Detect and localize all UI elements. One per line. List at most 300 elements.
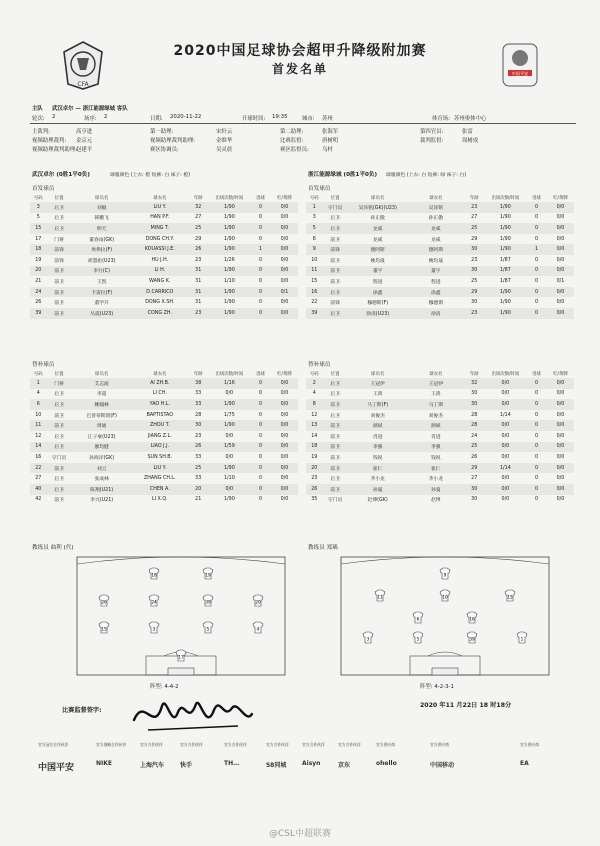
shirt-number: 10 <box>442 594 448 600</box>
table-cell: 32 <box>464 378 485 389</box>
column-header: 红/黄牌 <box>553 196 568 201</box>
column-header: 球衣名 <box>429 372 443 377</box>
table-cell: 4 <box>36 391 40 397</box>
table-cell: 0 <box>250 442 271 453</box>
table-cell: 30 <box>464 244 485 255</box>
table-cell: 1 <box>250 244 271 255</box>
table-cell: 39 <box>30 308 47 319</box>
away-starters-table <box>306 194 574 319</box>
officials-block: 主裁判: 高亨进 第一助理: 宋轩云 第二助理: 张海军 第四官员: 张雷 视频助理裁判: 金京元 视频助理裁判助理: 金维华 比赛监督: 唐树明 裁判监督: 周树成 视频助理裁判助理: 赵建平 赛区协调员: 吴灵晨 赛区监督员: 乌村 <box>32 129 479 153</box>
table-cell: 前卫 <box>323 442 348 453</box>
table-cell: 0 <box>535 454 539 460</box>
table-row <box>306 266 574 277</box>
table-cell: 28 <box>464 420 485 431</box>
table-cell: CHEN A. <box>132 484 188 495</box>
table-cell: D.CARRICO <box>132 287 188 298</box>
table-cell: 1/90 <box>499 236 511 242</box>
player-shirt-icon <box>203 568 213 579</box>
column-header: 球衣名 <box>429 196 443 201</box>
table-row <box>30 378 298 389</box>
away-formation: 阵型: 4-2-3-1 <box>420 684 454 690</box>
table-row <box>30 255 298 266</box>
table-cell: 21 <box>35 278 42 284</box>
shirt-number: 16 <box>469 616 475 622</box>
table-header <box>30 370 298 378</box>
table-cell: 40 <box>30 484 47 495</box>
table-cell: 0/0 <box>271 442 298 453</box>
table-cell: 吴泽铭 <box>408 202 464 213</box>
player-shirt-icon <box>99 595 109 606</box>
away-starters-label: 首发球员 <box>308 186 331 192</box>
shirt-number: 17 <box>178 654 184 660</box>
table-cell: 0/0 <box>556 454 565 460</box>
table-cell: 5 <box>306 223 323 234</box>
table-cell: 守门员 <box>51 455 67 461</box>
table-cell: 1 <box>526 244 547 255</box>
table-cell: 0/0 <box>271 420 298 431</box>
table-cell: 30 <box>471 391 478 397</box>
column-header: 球衣名 <box>153 196 167 201</box>
table-cell: 32 <box>188 202 209 213</box>
table-cell: 后卫 <box>330 216 340 222</box>
table-cell: CONG ZH. <box>132 308 188 319</box>
home-starters-table <box>30 194 298 319</box>
table-cell: 25 <box>464 223 485 234</box>
table-cell: 0/0 <box>280 497 289 503</box>
table-cell: 胡慧彪(U23) <box>87 258 116 264</box>
table-cell: 0 <box>259 476 263 482</box>
table-row <box>306 399 574 410</box>
table-cell: 孙海洋(GK) <box>89 455 115 461</box>
page-title: 2020中国足球协会超甲升降级附加赛 <box>173 43 427 59</box>
table-cell: 26 <box>35 300 42 306</box>
away-team-title: 浙江能源绿城 (0胜1平0负) <box>308 172 378 178</box>
table-cell: 0/0 <box>547 420 574 431</box>
table-cell: 0/1 <box>271 287 298 298</box>
table-cell: 前卫 <box>47 266 72 277</box>
page-subtitle: 首发名单 <box>271 62 328 76</box>
table-cell: 0 <box>250 223 271 234</box>
table-row <box>306 378 574 389</box>
table-cell: 卡雷拉(F) <box>72 287 132 298</box>
table-row <box>306 431 574 442</box>
sponsor-logo: Aisyn <box>302 760 321 767</box>
csl-logo-text: 中国平安 <box>511 71 529 76</box>
column-header: 进球 <box>256 372 265 377</box>
table-cell: 0/0 <box>271 308 298 319</box>
table-cell: 31 <box>195 300 202 306</box>
table-cell: 11 <box>306 266 323 277</box>
table-cell: 董宇 <box>348 266 408 277</box>
table-cell: 0/0 <box>271 378 298 389</box>
table-cell: 0/0 <box>485 378 527 389</box>
teams-line <box>32 104 572 112</box>
table-cell: 孙曼 <box>348 484 408 495</box>
table-cell: 35 <box>311 497 318 503</box>
table-cell: 0 <box>250 399 271 410</box>
table-cell: 前卫 <box>47 308 72 319</box>
table-row <box>30 276 298 287</box>
table-cell: 前卫 <box>54 301 64 307</box>
cfa-emblem-text: CFA <box>77 81 89 88</box>
table-cell: SUN SH.B. <box>147 454 173 460</box>
table-cell: 埃弗拉(F) <box>72 244 132 255</box>
home-formation-pitch <box>76 556 286 676</box>
table-cell: LIAO J.J. <box>132 442 188 453</box>
home-kit: 球服颜色 (上衣: 橙 短裤: 白 袜子: 橙) <box>110 173 191 178</box>
table-cell: 39 <box>306 308 323 319</box>
table-cell: 6 <box>312 236 316 242</box>
table-cell: 后卫 <box>54 216 64 222</box>
table-cell: 21 <box>195 497 202 503</box>
table-cell: 0/0 <box>547 463 574 474</box>
table-cell: 后卫 <box>323 287 348 298</box>
table-cell: 13 <box>306 420 323 431</box>
table-cell: 赵博 <box>431 498 441 504</box>
table-cell: 程进 <box>372 279 383 285</box>
table-cell: 29 <box>195 236 202 242</box>
column-header: 年龄 <box>469 372 479 377</box>
table-row <box>30 463 298 474</box>
table-cell: 0 <box>526 442 547 453</box>
table-cell: 程进 <box>431 279 441 285</box>
table-row <box>30 389 298 400</box>
table-row <box>306 452 574 463</box>
table-row <box>306 473 574 484</box>
player-shirt-icon <box>413 632 423 643</box>
table-cell: 30 <box>464 266 485 277</box>
table-cell: 后卫 <box>47 442 72 453</box>
column-header: 出场次数/时间 <box>215 372 244 377</box>
table-cell: 25 <box>188 463 209 474</box>
table-row <box>30 452 298 463</box>
home-formation: 阵型: 4-4-2 <box>150 684 179 690</box>
shirt-number: 19 <box>205 572 211 578</box>
table-cell: 徐清 <box>408 308 464 319</box>
table-cell: 1/90 <box>209 223 251 234</box>
table-cell: 齐小龙 <box>428 477 443 483</box>
table-row <box>306 255 574 266</box>
table-cell: 李超 <box>96 392 107 398</box>
table-cell: 德阿斯 <box>408 244 464 255</box>
table-cell: 16 <box>35 454 42 460</box>
table-cell: 韩鹏飞 <box>94 216 109 222</box>
table-cell: 徐鑫 <box>408 287 464 298</box>
table-cell: 1/87 <box>499 257 511 263</box>
table-cell: 23 <box>464 308 485 319</box>
table-row <box>30 442 298 453</box>
table-cell: 守门员 <box>323 202 348 213</box>
table-cell: 0/0 <box>501 476 510 482</box>
teams-value: 武汉卓尔 — 浙江能源绿城 客队 <box>52 106 128 112</box>
table-cell: 齐小龙 <box>370 477 385 483</box>
table-cell: 前卫 <box>323 463 348 474</box>
table-cell: 0/0 <box>280 454 289 460</box>
table-cell: 0 <box>526 266 547 277</box>
player-shirt-icon <box>517 632 527 643</box>
table-cell: 后卫 <box>54 434 64 440</box>
table-cell: 后卫 <box>323 308 348 319</box>
table-cell: 22 <box>311 300 318 306</box>
table-cell: 钱锐 <box>372 455 383 461</box>
table-cell: 0/0 <box>271 202 298 213</box>
column-header: 进球 <box>256 196 265 201</box>
player-shirt-icon <box>467 632 477 643</box>
table-cell: 颜斌 <box>408 420 464 431</box>
shirt-number: 6 <box>416 616 420 622</box>
table-cell: 0/0 <box>547 399 574 410</box>
table-cell: 0 <box>250 266 271 277</box>
table-cell: 9 <box>306 244 323 255</box>
table-cell: 徐鑫 <box>348 287 408 298</box>
table-cell: 0 <box>535 391 539 397</box>
player-shirt-icon <box>440 590 450 601</box>
table-cell: 30 <box>471 497 478 503</box>
table-cell: 28 <box>471 412 478 418</box>
table-cell: 3 <box>30 202 47 213</box>
shirt-number: 1 <box>520 636 524 642</box>
table-cell: 周通 <box>72 420 132 431</box>
column-header: 红/黄牌 <box>277 196 292 201</box>
column-header: 球衣名 <box>153 372 167 377</box>
table-cell: 0/0 <box>547 308 574 319</box>
table-cell: 1/90 <box>485 308 527 319</box>
table-cell: DONG CH.Y. <box>145 236 174 242</box>
table-cell: 30 <box>464 399 485 410</box>
table-cell: 1/16 <box>209 378 251 389</box>
table-cell: 1/90 <box>209 463 251 474</box>
sponsor-label: 官方合作伙伴 <box>140 742 163 747</box>
table-row <box>306 297 574 308</box>
table-cell: 33 <box>188 399 209 410</box>
table-cell: 5 <box>36 215 40 221</box>
table-cell: 0 <box>259 300 263 306</box>
table-cell: 0/0 <box>547 266 574 277</box>
table-row <box>30 244 298 255</box>
shirt-number: 24 <box>151 599 157 605</box>
table-cell: 0 <box>535 278 539 284</box>
table-cell: 前卫 <box>330 258 340 264</box>
table-cell: 后卫 <box>323 223 348 234</box>
sponsor-label: 官方合作伙伴 <box>224 742 247 747</box>
table-cell: 0 <box>535 433 539 439</box>
table-row <box>306 202 574 213</box>
table-cell: 0/0 <box>547 484 574 495</box>
home-subs-table <box>30 370 298 505</box>
sponsor-logo: 上海汽车 <box>140 762 165 769</box>
shirt-number: 9 <box>443 572 447 578</box>
table-cell: 12 <box>35 433 42 439</box>
table-cell: 穆德斯(F) <box>367 301 389 307</box>
table-cell: 穆德斯 <box>428 301 443 307</box>
table-cell: 1 <box>306 202 323 213</box>
sponsor-label: 官方冠名合作伙伴 <box>38 742 69 747</box>
table-cell: 0/0 <box>485 442 527 453</box>
table-cell: 23 <box>471 257 478 263</box>
table-cell: 李强 <box>408 442 464 453</box>
table-cell: 0/0 <box>501 391 510 397</box>
column-header: 红/黄牌 <box>277 372 292 377</box>
table-cell: 0/0 <box>485 420 527 431</box>
table-cell: 前卫 <box>323 484 348 495</box>
table-cell: 29 <box>464 463 485 474</box>
sponsor-label: 官方合作伙伴 <box>180 742 203 747</box>
sponsor-logo: 京东 <box>338 762 351 769</box>
table-cell: 龙威 <box>408 223 464 234</box>
table-cell: 0/0 <box>209 484 251 495</box>
table-cell: 1/90 <box>223 215 235 221</box>
table-cell: 0/1 <box>556 278 565 284</box>
table-cell: 钱锐 <box>431 455 441 461</box>
table-cell: 0/0 <box>271 399 298 410</box>
player-shirt-icon <box>149 595 159 606</box>
column-header: 号码 <box>33 372 43 377</box>
away-coach: 教练员 郑瑀 <box>308 545 338 551</box>
table-cell: 0 <box>259 236 263 242</box>
table-cell: 江子豪(U23) <box>87 434 116 440</box>
table-cell: 0 <box>259 497 263 503</box>
table-cell: 0 <box>535 476 539 482</box>
table-cell: 徐清(U23) <box>348 308 408 319</box>
column-header: 出场次数/时间 <box>215 196 244 201</box>
table-row <box>30 287 298 298</box>
table-cell: 0/0 <box>271 223 298 234</box>
table-cell: 0/0 <box>556 433 565 439</box>
table-cell: YAO H.L. <box>132 399 188 410</box>
sponsor-logo: 中国移动 <box>430 762 455 769</box>
table-cell: 马丁斯 <box>408 399 464 410</box>
table-cell: 16 <box>306 287 323 298</box>
table-cell: 0/0 <box>271 266 298 277</box>
table-cell: 赵博(GK) <box>367 498 388 504</box>
table-cell: 26 <box>188 244 209 255</box>
table-cell: 20 <box>188 484 209 495</box>
column-header: 号码 <box>309 196 319 201</box>
table-cell: 0/0 <box>547 378 574 389</box>
sponsor-logo: 快手 <box>180 762 193 769</box>
table-cell: 14 <box>30 442 47 453</box>
table-cell: LIU Y. <box>132 463 188 474</box>
table-cell: 0 <box>526 484 547 495</box>
teams-label: 主队 <box>32 106 43 112</box>
shirt-number: 5 <box>206 626 210 632</box>
table-cell: 前卫 <box>323 399 348 410</box>
table-cell: 姚翰林 <box>72 399 132 410</box>
table-cell: 26 <box>471 454 478 460</box>
table-cell: 德阿斯 <box>348 244 408 255</box>
table-cell: 1/90 <box>499 215 511 221</box>
table-cell: 0/0 <box>485 484 527 495</box>
table-cell: 19 <box>35 257 42 263</box>
table-cell: 门将 <box>54 237 64 243</box>
table-cell: 董春雨(GK) <box>89 237 115 243</box>
table-cell: 0 <box>535 412 539 418</box>
column-header: 位置 <box>330 196 340 201</box>
table-cell: 0/0 <box>280 391 289 397</box>
table-cell: 0 <box>250 202 271 213</box>
table-row <box>30 484 298 495</box>
table-cell: 艾志波 <box>72 378 132 389</box>
supervisor-sign-label: 比赛监督签字: <box>62 707 102 714</box>
table-row <box>306 213 574 224</box>
table-cell: 1/90 <box>223 300 235 306</box>
table-cell: 0 <box>259 391 263 397</box>
home-starters-label: 首发球员 <box>32 186 55 192</box>
table-cell: 0/0 <box>271 244 298 255</box>
table-cell: 0/0 <box>280 257 289 263</box>
table-cell: 前锋 <box>54 258 64 264</box>
table-cell: 陈翔(U21) <box>72 484 132 495</box>
table-cell: 0 <box>526 420 547 431</box>
table-cell: 0/0 <box>501 497 510 503</box>
table-row <box>306 420 574 431</box>
home-coach: 教练员 曲利 (代) <box>32 545 74 551</box>
watermark: @CSL中超联赛 <box>268 829 331 839</box>
table-cell: 0 <box>526 223 547 234</box>
table-cell: LI CH. <box>152 391 167 397</box>
table-cell: 26 <box>306 484 323 495</box>
table-cell: 前锋 <box>330 301 340 307</box>
table-cell: 0/0 <box>547 223 574 234</box>
table-cell: 25 <box>464 442 485 453</box>
column-header: 出场次数/时间 <box>491 196 520 201</box>
table-row <box>30 213 298 224</box>
table-cell: 30 <box>471 300 478 306</box>
table-cell: 1/90 <box>223 236 235 242</box>
table-cell: 王鸿 <box>372 392 383 398</box>
column-header: 球员名 <box>371 196 385 201</box>
table-cell: 14 <box>311 433 318 439</box>
shirt-number: 26 <box>101 599 107 605</box>
table-cell: 0 <box>259 278 263 284</box>
table-cell: 前卫 <box>47 420 72 431</box>
table-cell: 27 <box>195 215 202 221</box>
table-cell: HAN P.F. <box>150 215 170 221</box>
table-cell: 42 <box>35 497 42 503</box>
table-cell: 0 <box>526 202 547 213</box>
sponsor-label: 官方供应商 <box>376 742 395 747</box>
shirt-number: 5 <box>416 636 420 642</box>
table-cell: 0 <box>250 484 271 495</box>
table-cell: 18 <box>306 442 323 453</box>
table-cell: 11 <box>30 420 47 431</box>
shirt-number: 39 <box>469 636 475 642</box>
table-cell: 李强 <box>348 442 408 453</box>
table-cell: 0/0 <box>501 454 510 460</box>
table-cell: 龙威 <box>431 237 441 243</box>
column-header: 球员名 <box>95 372 109 377</box>
sponsor-logo: 58同城 <box>266 762 287 769</box>
away-subs-table <box>306 370 574 505</box>
table-cell: 崔仁 <box>408 463 464 474</box>
table-row <box>30 420 298 431</box>
table-cell: 26 <box>188 442 209 453</box>
column-header: 位置 <box>54 196 64 201</box>
away-subs-label: 替补球员 <box>308 362 331 368</box>
table-cell: 前卫 <box>54 413 64 419</box>
table-cell: 姚均晟 <box>370 258 385 264</box>
away-kit: 球服颜色 (上衣: 白 短裤: 绿 袜子: 白) <box>386 173 467 178</box>
sponsor-label: 官方供应商 <box>520 742 539 747</box>
sponsor-logo: NIKE <box>96 760 113 767</box>
table-cell: 24 <box>471 433 478 439</box>
table-cell: 0 <box>259 412 263 418</box>
table-cell: 0/0 <box>280 476 289 482</box>
table-row <box>30 297 298 308</box>
table-cell: 1/75 <box>223 412 235 418</box>
table-row <box>30 399 298 410</box>
table-cell: 0 <box>535 215 539 221</box>
